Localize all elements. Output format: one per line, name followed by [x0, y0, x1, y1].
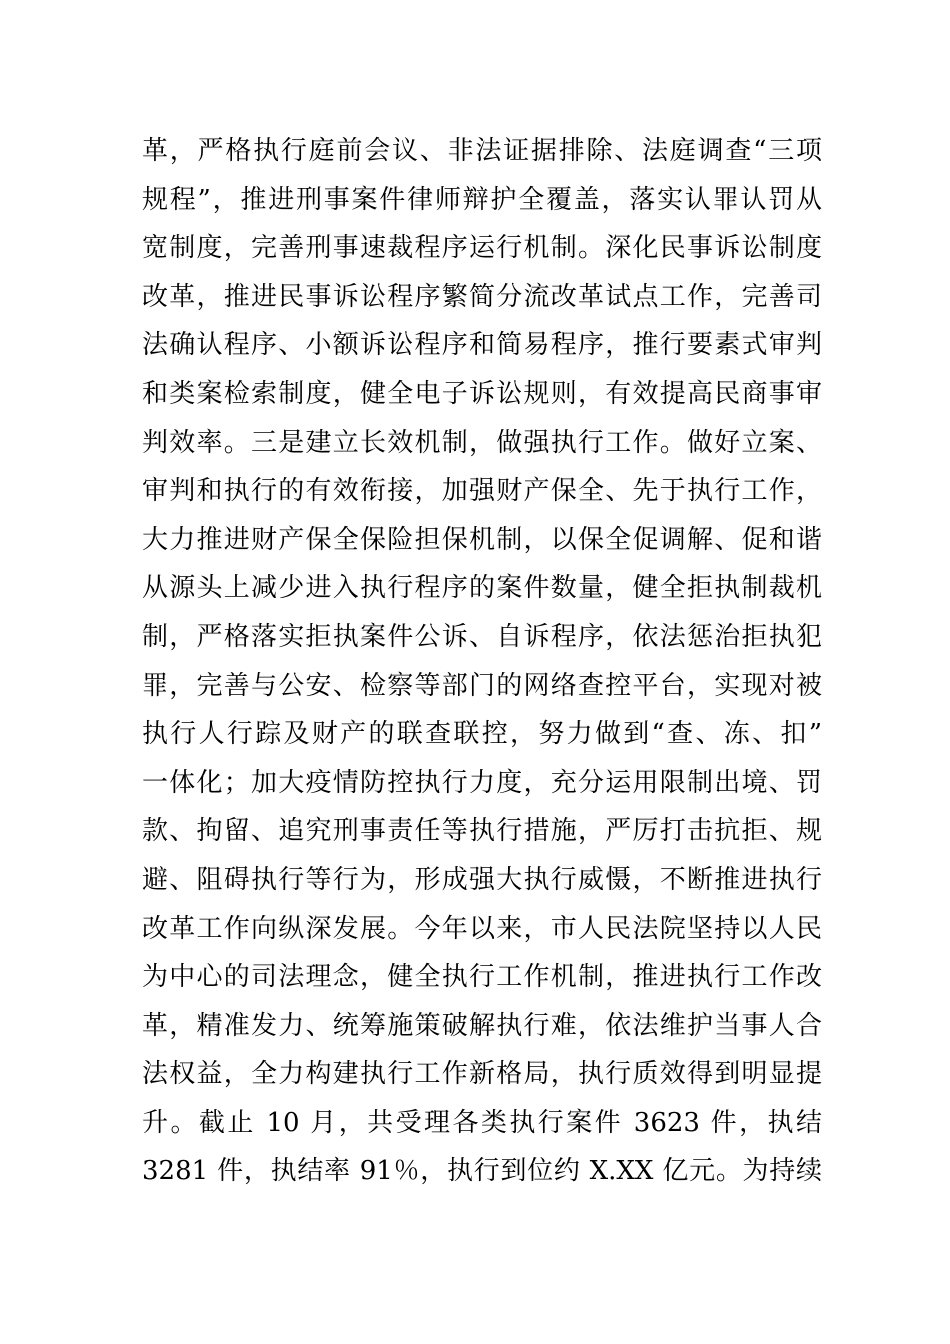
text-line: 制，严格落实拒执案件公诉、自诉程序，依法惩治拒执犯: [142, 621, 822, 652]
text-line: 为中心的司法理念，健全执行工作机制，推进执行工作改: [142, 962, 822, 993]
text-line: 改革工作向纵深发展。今年以来，市人民法院坚持以人民: [142, 913, 822, 944]
text-line: 法权益，全力构建执行工作新格局，执行质效得到明显提: [142, 1059, 822, 1090]
text-line: 规程”，推进刑事案件律师辩护全覆盖，落实认罪认罚从: [142, 184, 822, 215]
text-line: 审判和执行的有效衔接，加强财产保全、先于执行工作，: [142, 476, 822, 507]
text-line: 罪，完善与公安、检察等部门的网络查控平台，实现对被: [142, 670, 822, 701]
text-line: 改革，推进民事诉讼程序繁简分流改革试点工作，完善司: [142, 281, 822, 312]
text-line: 法确认程序、小额诉讼程序和简易程序，推行要素式审判: [142, 330, 822, 361]
text-line: 判效率。三是建立长效机制，做强执行工作。做好立案、: [142, 427, 822, 458]
text-line: 革，严格执行庭前会议、非法证据排除、法庭调查“三项: [142, 136, 822, 166]
text-line: 一体化；加大疫情防控执行力度，充分运用限制出境、罚: [142, 767, 822, 798]
text-line: 执行人行踪及财产的联查联控，努力做到“查、冻、扣”: [142, 719, 822, 750]
text-line: 款、拘留、追究刑事责任等执行措施，严厉打击抗拒、规: [142, 816, 822, 847]
text-line: 革，精准发力、统筹施策破解执行难，依法维护当事人合: [142, 1010, 822, 1041]
text-line: 升。截止 10 月，共受理各类执行案件 3623 件，执结: [142, 1107, 822, 1138]
text-line: 大力推进财产保全保险担保机制，以保全促调解、促和谐: [142, 524, 822, 555]
text-line: 3281 件，执结率 91％，执行到位约 X.XX 亿元。为持续: [142, 1156, 822, 1187]
text-line: 从源头上减少进入执行程序的案件数量，健全拒执制裁机: [142, 573, 822, 604]
text-line: 避、阻碍执行等行为，形成强大执行威慑，不断推进执行: [142, 864, 822, 895]
text-line: 宽制度，完善刑事速裁程序运行机制。深化民事诉讼制度: [142, 233, 822, 264]
text-line: 和类案检索制度，健全电子诉讼规则，有效提高民商事审: [142, 378, 822, 409]
body-text: [142, 127, 822, 1196]
